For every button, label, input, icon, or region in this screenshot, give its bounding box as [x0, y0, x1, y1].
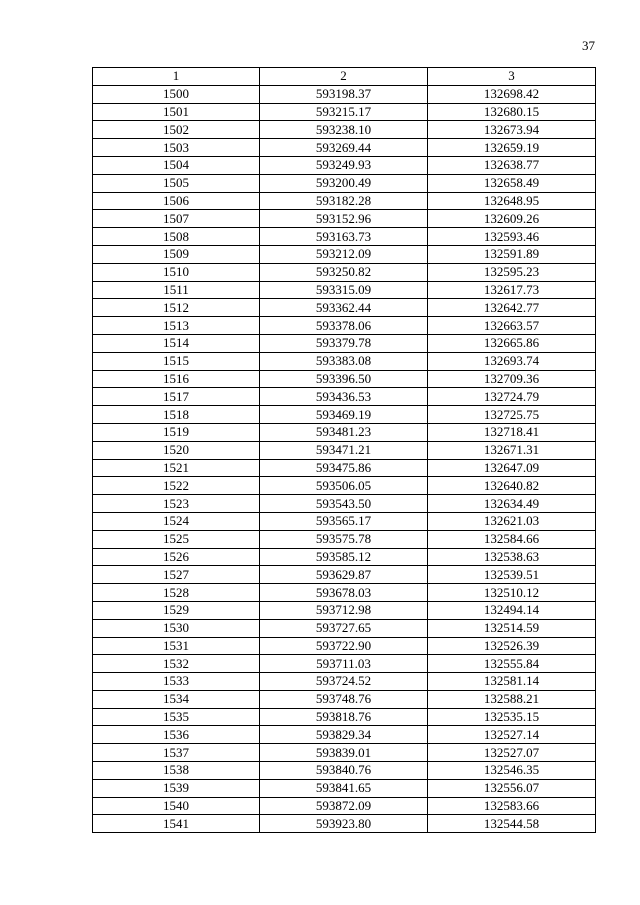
y-coordinate-cell: 132634.49	[428, 495, 596, 513]
x-coordinate-cell: 593436.53	[260, 388, 428, 406]
table-row	[93, 690, 596, 708]
point-number-cell: 1514	[93, 334, 260, 352]
point-number-cell: 1536	[93, 726, 260, 744]
point-number-cell: 1527	[93, 566, 260, 584]
y-coordinate-cell: 132527.14	[428, 726, 596, 744]
table-body	[93, 85, 596, 832]
point-number-cell: 1537	[93, 744, 260, 762]
point-number-cell: 1517	[93, 388, 260, 406]
y-coordinate-cell: 132581.14	[428, 673, 596, 691]
x-coordinate-cell: 593215.17	[260, 103, 428, 121]
point-number-cell: 1525	[93, 530, 260, 548]
table-row	[93, 495, 596, 513]
x-coordinate-cell: 593269.44	[260, 139, 428, 157]
y-coordinate-cell: 132658.49	[428, 174, 596, 192]
table-row	[93, 299, 596, 317]
y-coordinate-cell: 132663.57	[428, 317, 596, 335]
y-coordinate-cell: 132617.73	[428, 281, 596, 299]
x-coordinate-cell: 593829.34	[260, 726, 428, 744]
point-number-cell: 1504	[93, 156, 260, 174]
x-coordinate-cell: 593727.65	[260, 619, 428, 637]
point-number-cell: 1521	[93, 459, 260, 477]
point-number-cell: 1524	[93, 512, 260, 530]
x-coordinate-cell: 593379.78	[260, 334, 428, 352]
table-row	[93, 477, 596, 495]
x-coordinate-cell: 593711.03	[260, 655, 428, 673]
point-number-cell: 1534	[93, 690, 260, 708]
point-number-cell: 1532	[93, 655, 260, 673]
point-number-cell: 1529	[93, 601, 260, 619]
table-row	[93, 352, 596, 370]
x-coordinate-cell: 593200.49	[260, 174, 428, 192]
x-coordinate-cell: 593182.28	[260, 192, 428, 210]
table-row	[93, 708, 596, 726]
point-number-cell: 1530	[93, 619, 260, 637]
y-coordinate-cell: 132595.23	[428, 263, 596, 281]
x-coordinate-cell: 593724.52	[260, 673, 428, 691]
point-number-cell: 1541	[93, 815, 260, 833]
table-row	[93, 388, 596, 406]
y-coordinate-cell: 132665.86	[428, 334, 596, 352]
x-coordinate-cell: 593469.19	[260, 406, 428, 424]
x-coordinate-cell: 593585.12	[260, 548, 428, 566]
y-coordinate-cell: 132526.39	[428, 637, 596, 655]
point-number-cell: 1515	[93, 352, 260, 370]
point-number-cell: 1500	[93, 85, 260, 103]
x-coordinate-cell: 593565.17	[260, 512, 428, 530]
table-row	[93, 797, 596, 815]
table-row	[93, 406, 596, 424]
table-row	[93, 619, 596, 637]
table-row	[93, 762, 596, 780]
point-number-cell: 1518	[93, 406, 260, 424]
column-header-1: 1	[93, 68, 260, 86]
point-number-cell: 1540	[93, 797, 260, 815]
point-number-cell: 1501	[93, 103, 260, 121]
table-row	[93, 210, 596, 228]
point-number-cell: 1528	[93, 584, 260, 602]
x-coordinate-cell: 593678.03	[260, 584, 428, 602]
table-row	[93, 459, 596, 477]
x-coordinate-cell: 593840.76	[260, 762, 428, 780]
point-number-cell: 1520	[93, 441, 260, 459]
y-coordinate-cell: 132638.77	[428, 156, 596, 174]
y-coordinate-cell: 132647.09	[428, 459, 596, 477]
point-number-cell: 1512	[93, 299, 260, 317]
column-header-3: 3	[428, 68, 596, 86]
column-header-2: 2	[260, 68, 428, 86]
y-coordinate-cell: 132698.42	[428, 85, 596, 103]
point-number-cell: 1510	[93, 263, 260, 281]
table-row	[93, 228, 596, 246]
point-number-cell: 1507	[93, 210, 260, 228]
table-row	[93, 655, 596, 673]
x-coordinate-cell: 593543.50	[260, 495, 428, 513]
table-row	[93, 441, 596, 459]
y-coordinate-cell: 132709.36	[428, 370, 596, 388]
x-coordinate-cell: 593575.78	[260, 530, 428, 548]
table-row	[93, 156, 596, 174]
point-number-cell: 1519	[93, 423, 260, 441]
point-number-cell: 1516	[93, 370, 260, 388]
x-coordinate-cell: 593152.96	[260, 210, 428, 228]
y-coordinate-cell: 132724.79	[428, 388, 596, 406]
y-coordinate-cell: 132544.58	[428, 815, 596, 833]
y-coordinate-cell: 132680.15	[428, 103, 596, 121]
point-number-cell: 1502	[93, 121, 260, 139]
table-row	[93, 744, 596, 762]
point-number-cell: 1503	[93, 139, 260, 157]
table-row	[93, 815, 596, 833]
point-number-cell: 1535	[93, 708, 260, 726]
y-coordinate-cell: 132609.26	[428, 210, 596, 228]
table-row	[93, 370, 596, 388]
point-number-cell: 1509	[93, 245, 260, 263]
point-number-cell: 1511	[93, 281, 260, 299]
point-number-cell: 1505	[93, 174, 260, 192]
x-coordinate-cell: 593839.01	[260, 744, 428, 762]
y-coordinate-cell: 132527.07	[428, 744, 596, 762]
x-coordinate-cell: 593238.10	[260, 121, 428, 139]
x-coordinate-cell: 593629.87	[260, 566, 428, 584]
x-coordinate-cell: 593212.09	[260, 245, 428, 263]
y-coordinate-cell: 132538.63	[428, 548, 596, 566]
y-coordinate-cell: 132640.82	[428, 477, 596, 495]
y-coordinate-cell: 132535.15	[428, 708, 596, 726]
point-number-cell: 1531	[93, 637, 260, 655]
y-coordinate-cell: 132621.03	[428, 512, 596, 530]
y-coordinate-cell: 132718.41	[428, 423, 596, 441]
point-number-cell: 1538	[93, 762, 260, 780]
x-coordinate-cell: 593383.08	[260, 352, 428, 370]
y-coordinate-cell: 132593.46	[428, 228, 596, 246]
y-coordinate-cell: 132693.74	[428, 352, 596, 370]
y-coordinate-cell: 132673.94	[428, 121, 596, 139]
table-row	[93, 85, 596, 103]
y-coordinate-cell: 132659.19	[428, 139, 596, 157]
table-row	[93, 601, 596, 619]
y-coordinate-cell: 132591.89	[428, 245, 596, 263]
x-coordinate-cell: 593471.21	[260, 441, 428, 459]
point-number-cell: 1506	[93, 192, 260, 210]
table-row	[93, 530, 596, 548]
x-coordinate-cell: 593198.37	[260, 85, 428, 103]
x-coordinate-cell: 593506.05	[260, 477, 428, 495]
y-coordinate-cell: 132648.95	[428, 192, 596, 210]
table-row	[93, 584, 596, 602]
table-row	[93, 334, 596, 352]
table-row	[93, 139, 596, 157]
y-coordinate-cell: 132555.84	[428, 655, 596, 673]
table-row	[93, 174, 596, 192]
point-number-cell: 1513	[93, 317, 260, 335]
x-coordinate-cell: 593315.09	[260, 281, 428, 299]
table-row	[93, 726, 596, 744]
x-coordinate-cell: 593712.98	[260, 601, 428, 619]
coordinates-table	[92, 67, 596, 833]
point-number-cell: 1539	[93, 779, 260, 797]
y-coordinate-cell: 132510.12	[428, 584, 596, 602]
y-coordinate-cell: 132494.14	[428, 601, 596, 619]
y-coordinate-cell: 132583.66	[428, 797, 596, 815]
x-coordinate-cell: 593163.73	[260, 228, 428, 246]
y-coordinate-cell: 132539.51	[428, 566, 596, 584]
x-coordinate-cell: 593250.82	[260, 263, 428, 281]
point-number-cell: 1533	[93, 673, 260, 691]
x-coordinate-cell: 593841.65	[260, 779, 428, 797]
table-row	[93, 263, 596, 281]
table-header-row	[93, 68, 596, 86]
table-row	[93, 423, 596, 441]
x-coordinate-cell: 593923.80	[260, 815, 428, 833]
point-number-cell: 1526	[93, 548, 260, 566]
y-coordinate-cell: 132725.75	[428, 406, 596, 424]
table-row	[93, 566, 596, 584]
table-row	[93, 512, 596, 530]
table-row	[93, 192, 596, 210]
table-row	[93, 637, 596, 655]
y-coordinate-cell: 132514.59	[428, 619, 596, 637]
point-number-cell: 1508	[93, 228, 260, 246]
x-coordinate-cell: 593722.90	[260, 637, 428, 655]
x-coordinate-cell: 593748.76	[260, 690, 428, 708]
table-row	[93, 673, 596, 691]
table-row	[93, 779, 596, 797]
table-row	[93, 317, 596, 335]
table-row	[93, 245, 596, 263]
page-number: 37	[582, 38, 595, 53]
table-row	[93, 103, 596, 121]
point-number-cell: 1523	[93, 495, 260, 513]
x-coordinate-cell: 593396.50	[260, 370, 428, 388]
y-coordinate-cell: 132546.35	[428, 762, 596, 780]
x-coordinate-cell: 593362.44	[260, 299, 428, 317]
y-coordinate-cell: 132556.07	[428, 779, 596, 797]
x-coordinate-cell: 593818.76	[260, 708, 428, 726]
x-coordinate-cell: 593872.09	[260, 797, 428, 815]
y-coordinate-cell: 132584.66	[428, 530, 596, 548]
table-row	[93, 281, 596, 299]
x-coordinate-cell: 593475.86	[260, 459, 428, 477]
y-coordinate-cell: 132671.31	[428, 441, 596, 459]
x-coordinate-cell: 593378.06	[260, 317, 428, 335]
y-coordinate-cell: 132588.21	[428, 690, 596, 708]
table-row	[93, 121, 596, 139]
x-coordinate-cell: 593249.93	[260, 156, 428, 174]
y-coordinate-cell: 132642.77	[428, 299, 596, 317]
x-coordinate-cell: 593481.23	[260, 423, 428, 441]
table-row	[93, 548, 596, 566]
point-number-cell: 1522	[93, 477, 260, 495]
